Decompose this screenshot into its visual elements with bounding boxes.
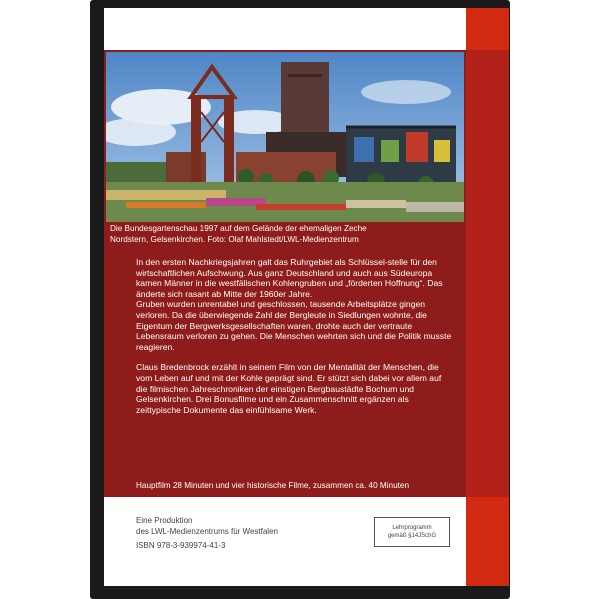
producer-info: [136, 515, 278, 537]
red-stripe-top: [466, 8, 509, 50]
photo-illustration: [106, 52, 464, 222]
runtime-text: Hauptfilm 28 Minuten und vier historische Filme, zusammen ca. 40 Minuten: [136, 481, 410, 490]
producer-line-2: des LWL-Medienzentrums für Westfalen: [136, 527, 278, 536]
red-stripe-middle: [466, 50, 509, 497]
rating-line-2: gemäß §14JSchG: [387, 533, 437, 539]
caption-line-1: Die Bundesgartenschau 1997 auf dem Gelände der ehemaligen Zeche: [110, 224, 367, 233]
paragraph-3: Claus Bredenbrock erzählt in seinem Film von der Mentalität der Menschen, die vom Leben auf und mit der Kohle geprägt sind. Er stützt sich dabei vor allem auf die filmischen Jahreschroniken der einstigen Bergbaustädte Bochum und Gelsenkirchen. Drei Bonusfilme und ein Zusammenschnitt ergänzen als zeittypische Dokumente das einfühlsame Werk.: [136, 362, 442, 415]
paragraph-2: Gruben wurden unrentabel und geschlossen, tausende Arbeitsplätze gingen verloren. Da die überwiegende Zahl der Bergleute in Siedlungen wohnte, die Eigentum der Bergwerksgesellschaften waren, drohte auch der vertraute Lebensraum verloren zu gehen. Die Menschen wehrten sich und die Politik musste reagieren.: [136, 299, 452, 352]
landscape-photo: [106, 52, 464, 222]
producer-line-1: Eine Produktion: [136, 516, 193, 525]
red-stripe-bottom: [466, 497, 509, 586]
isbn: ISBN 978-3-939974-41-3: [136, 541, 226, 550]
caption-line-2: Nordstern, Gelsenkirchen. Foto: Olaf Mahlstedt/LWL-Medienzentrum: [110, 234, 359, 244]
paragraph-1: In den ersten Nachkriegsjahren galt das Ruhrgebiet als Schlüssel-stelle für den wirtschaftlichen Aufschwung. Aus ganz Deutschland und auch aus Südeuropa kamen Männer in die westfälischen Kohlengruben und „förderten Hoffnung“. Das änderte sich rasant ab Mitte der 1960er Jahre.: [136, 257, 443, 299]
photo-caption: [110, 224, 460, 245]
rating-box: [374, 517, 450, 547]
description-text: [136, 257, 452, 425]
rating-line-1: Lehrprogramm: [392, 525, 432, 531]
